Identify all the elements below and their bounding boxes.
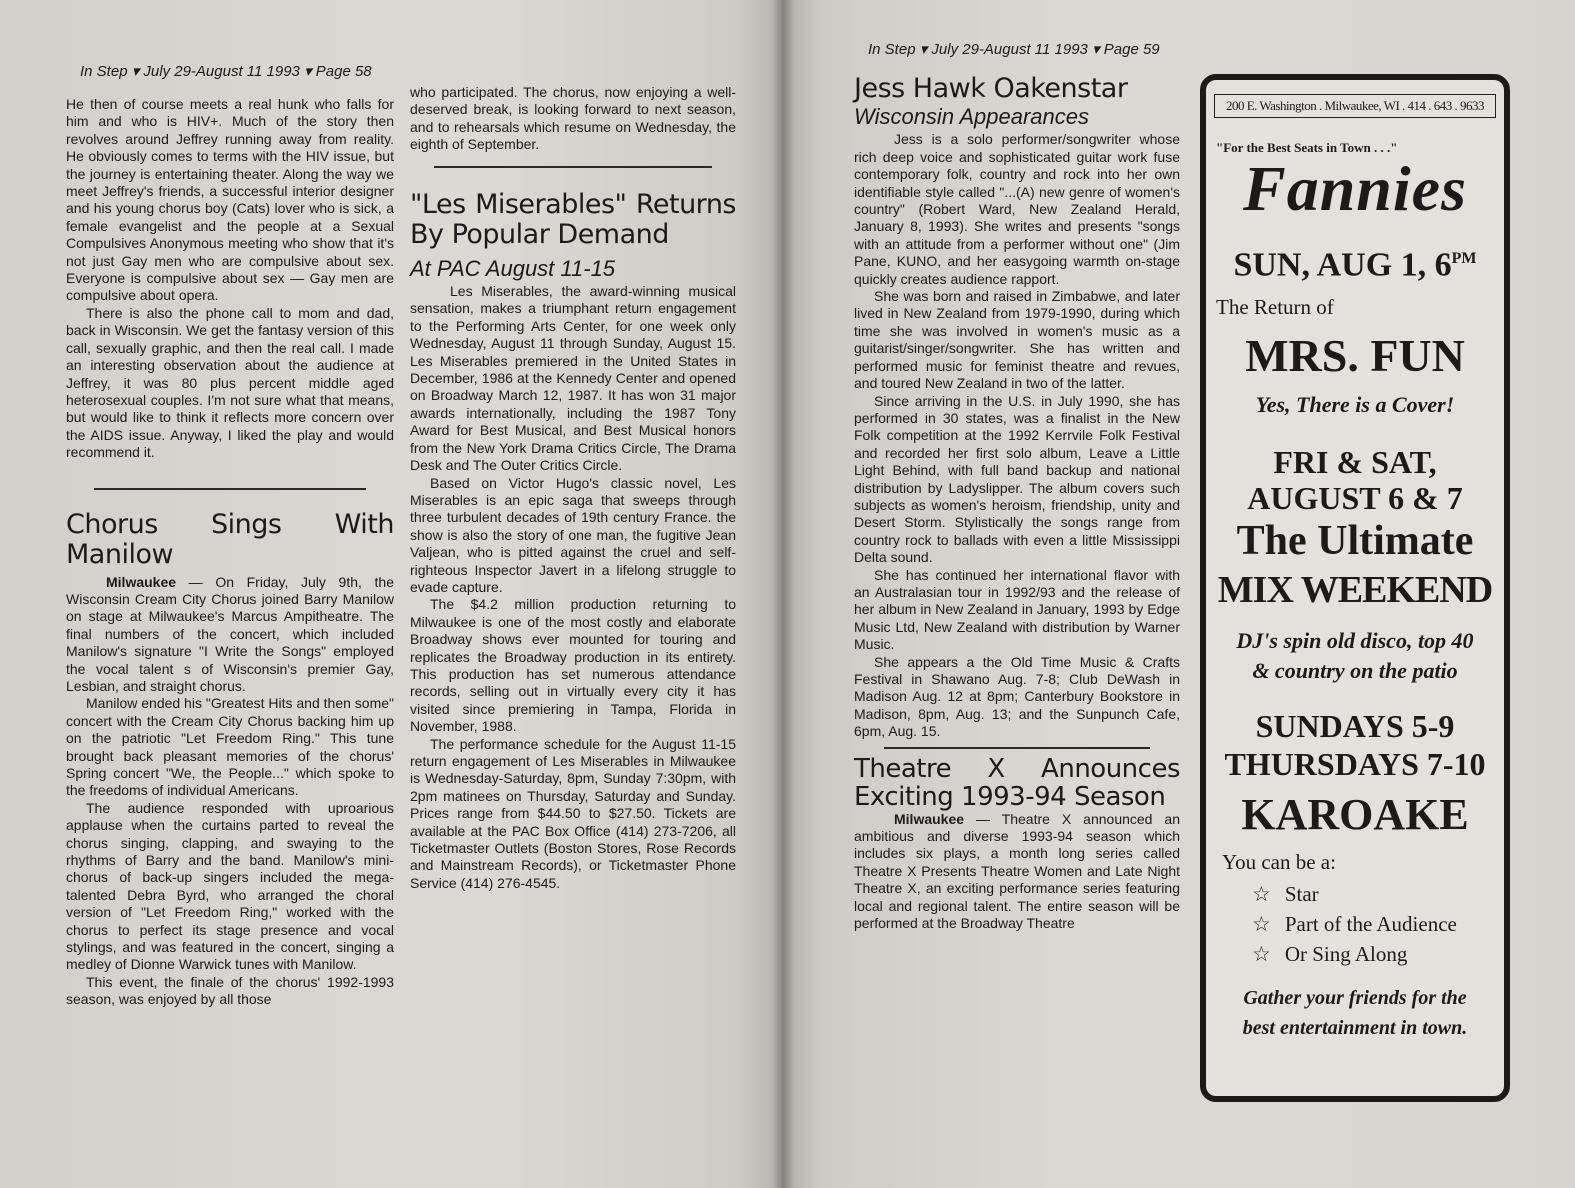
ad-act-name: MRS. FUN [1245,330,1465,382]
chorus-headline: Chorus Sings With Manilow [66,508,394,570]
book-gutter [772,0,794,1188]
les-mis-paragraph: The performance schedule for the August 11-15 return engagement of Les Miserables in Milwaukee is Wednesday-Saturday, 8pm, Sunday 7:30pm, with 2pm matinees on Thursday, Saturday and Sunday. Prices range from $44.50 to $27.50. Tickets are available at the PAC Box Office (414) 273-7206, all Ticketmaster Outlets (Boston Stores, Rose Records and Mainstream Records), or Ticketmaster Phone Service (414) 276-4545. [410,735,736,891]
ad-date: SUN, AUG 1, $6^{PM}$ [1233,246,1477,284]
ad-dj-line-1: DJ's spin old disco, top 40 [1236,628,1474,654]
divider [434,166,712,168]
ad-thursdays: THURSDAYS 7-10 [1224,746,1486,783]
jess-headline: Jess Hawk Oakenstar [854,73,1128,104]
ad-weekend-days: FRI & SAT, [1273,444,1437,481]
les-mis-paragraph: Based on Victor Hugo's classic novel, Les Miserables is an epic saga that sweeps through three turbulent decades of 19th century France. the show is also the story of one man, the fugitive Jean Valjean, who is pitted against the cruel and self-righteous Inspector Javert in a lifelong struggle to evade capture. [410,474,736,595]
left-column-1 [66,96,394,1009]
star-icon: ☆ [1252,912,1271,937]
ad-you-can-be: You can be a: [1222,850,1336,875]
jess-paragraph: She appears a the Old Time Music & Crafts Festival in Shawano Aug. 7-8; Club DeWash in Madison Aug. 12 at 8pm; Canterbury Bookstore in Madison, 8pm, Aug. 13; and the Sunpunch Cafe, 6pm, Aug. 15. [854,653,1180,740]
chorus-paragraph: Manilow ended his "Greatest Hits and then some" concert with the Cream City Chorus backing him up on the patriotic "Let Freedom Ring." This tune brought back pleasant memories of the chorus' Spring concert "We, the People..." which spoke to the freedoms of individual Americans. [66,695,394,799]
ad-address: 200 E. Washington . Milwaukee, WI . 414 . 643 . 9633 [1214,94,1496,118]
left-column-2 [410,84,736,892]
jess-paragraph: She was born and raised in Zimbabwe, and later lived in New Zealand from 1979-1990, during which time she was involved in women's music as a guitarist/singer/songwriter. She has written and performed music for feminist theatre and revues, and toured New Zealand in two of the latter. [854,288,1180,392]
jess-subhead: Wisconsin Appearances [854,104,1089,129]
ad-cover: Yes, There is a Cover! [1255,392,1455,418]
jeffrey-review-paragraph: He then of course meets a real hunk who falls for him and who is HIV+. Much of the story then revolves around Jeffrey running away from reality. He obviously comes to terms with the HIV issue, but the journey is entertaining theater. Along the way we meet Jeffrey's friends, a successful interior designer and his young chorus boy (Cats) lover who is sick, a female evangelist and the people at a Sexual Compulsives Anonymous meeting who show that it's not just Gay men who are compulsive about sex. Everyone is compulsive about sex — Gay men are compulsive about opera. [66,96,394,304]
star-icon: ☆ [1252,942,1271,967]
jess-paragraph: She has continued her international flavor with an Australasian tour in 1992/93 and the release of her album in New Zealand in January, 1993 by Edge Music Ltd, New Zealand with distribution by Warner Music. [854,566,1180,653]
ad-ultimate: The Ultimate [1236,518,1474,565]
ad-return-of: The Return of [1216,295,1334,320]
les-mis-paragraph: Les Miserables, the award-winning musical sensation, makes a triumphant return engagement to the Performing Arts Center, for one week only Wednesday, August 11 through Sunday, August 15. Les Miserables premiered in the United States in December, 1986 at the Kennedy Center and opened on Broadway March 12, 1987. It has won 31 major awards internationally, including the 1987 Tony Award for Best Musical, and Best Musical honors from the New York Drama Critics Circle, The Drama Desk and The Outer Critics Circle. [410,283,736,474]
jess-paragraph: Jess is a solo performer/songwriter whose rich deep voice and sophisticated guitar work fuse contemporary folk, country and rock into her own identifiable style called "...(A) new genre of women's country" (Robert Ward, New Zealand Herald, January 8, 1993). She writes and presents "songs with an attitude from a performer without one" (Jim Pane, KUNO, and her easygoing warmth on-stage quickly creates audience rapport. [854,131,1180,287]
ad-sundays: SUNDAYS 5-9 [1255,708,1455,745]
ad-gather-line-1: Gather your friends for the [1243,987,1467,1010]
jess-paragraph: Since arriving in the U.S. in July 1990, she has performed in 30 states, was a finalist in the New Folk competition at the 1992 Kerrvile Folk Festival and recorded her first solo album, Leave a Little Light Behind, with full band backup and national distribution by Ladyslipper. The album covers such subjects as women's heroism, friendship, unity and Desert Storm. Stylistically the songs range from country rock to ballads with even a little Mississippi Delta sound. [854,392,1180,566]
theatre-x-paragraph: Milwaukee — Theatre X announced an ambitious and diverse 1993-94 season which includes six plays, a month long series called Theatre X Presents Theatre Women and Late Night Theatre X, an exciting performance series featuring local and regional talent. The entire season will be performed at the Broadway Theatre [854,810,1180,932]
dateline: Milwaukee [106,573,177,590]
ad-tagline: "For the Best Seats in Town . . ." [1216,140,1398,155]
page-header-right: In Step ▾ July 29-August 11 1993 ▾ Page 59 [868,41,1160,58]
ad-option: ☆ Part of the Audience [1252,912,1457,937]
les-mis-headline: "Les Miserables" Returns By Popular Demand [410,188,736,250]
ad-option: ☆ Or Sing Along [1252,942,1408,967]
les-mis-subhead: At PAC August 11-15 [410,255,616,281]
ad-option: ☆ Star [1252,882,1319,907]
ad-gather-line-2: best entertainment in town. [1242,1017,1468,1040]
divider [884,747,1150,749]
page-header-left: In Step ▾ July 29-August 11 1993 ▾ Page 58 [80,63,372,80]
ad-weekend-dates: AUGUST 6 & 7 [1247,480,1463,517]
ad-dj-line-2: & country on the patio [1252,658,1458,684]
chorus-paragraph: This event, the finale of the chorus' 1992-1993 season, was enjoyed by all those [66,973,394,1008]
jeffrey-review-paragraph: There is also the phone call to mom and dad, back in Wisconsin. We get the fantasy version of this call, sexually graphic, and then the real call. I made an interesting observation about the audience at Jeffrey, it was 80 plus percent middle aged heterosexual couples. I'm not sure what that means, but would like to think it reflects more concern over the AIDS issue. Anyway, I liked the play and would recommend it. [66,304,394,461]
fannies-advertisement [1200,74,1510,1102]
chorus-continuation: who participated. The chorus, now enjoying a well-deserved break, is looking forward to next season, and to rehearsals which resume on Wednesday, the eighth of September. [410,84,736,153]
right-page [782,0,1575,1188]
fannies-logo: Fannies [1243,153,1467,224]
ad-karaoke: KAROAKE [1241,790,1469,840]
left-page [0,0,782,1188]
right-column-1 [854,74,1180,932]
ad-mix-weekend: MIX WEEKEND [1217,569,1493,612]
theatre-x-headline: Theatre X Announces Exciting 1993-94 Season [854,753,1180,812]
divider [94,488,366,490]
chorus-paragraph: The audience responded with uproarious applause when the curtains parted to reveal the chorus singing, clapping, and swaying to the rhythms of Barry and the band. Manilow's mini-chorus of back-up singers included the mega-talented Debra Byrd, who arranged the choral version of "Let Freedom Ring," worked with the chorus to perfect its stage presence and vocal stylings, and was featured in the concert, singing a medley of Dionne Warwick tunes with Manilow. [66,799,394,973]
chorus-paragraph: Milwaukee — On Friday, July 9th, the Wisconsin Cream City Chorus joined Barry Manilow on stage at Milwaukee's Marcus Ampitheatre. The final numbers of the concert, which included Manilow's signature "I Write the Songs" employed the vocal talent s of Wisconsin's premier Gay, Lesbian, and straight chorus. [66,573,394,694]
star-icon: ☆ [1252,882,1271,907]
dateline: Milwaukee [894,810,965,827]
les-mis-paragraph: The $4.2 million production returning to Milwaukee is one of the most costly and elaborate Broadway shows ever mounted for touring and replicates the Broadway production in its entirety. This production has set numerous attendance records, selling out in virtually every city it has visited since premiering in Tampa, Florida in November, 1988. [410,596,736,735]
ad-options-list [1206,879,1504,969]
